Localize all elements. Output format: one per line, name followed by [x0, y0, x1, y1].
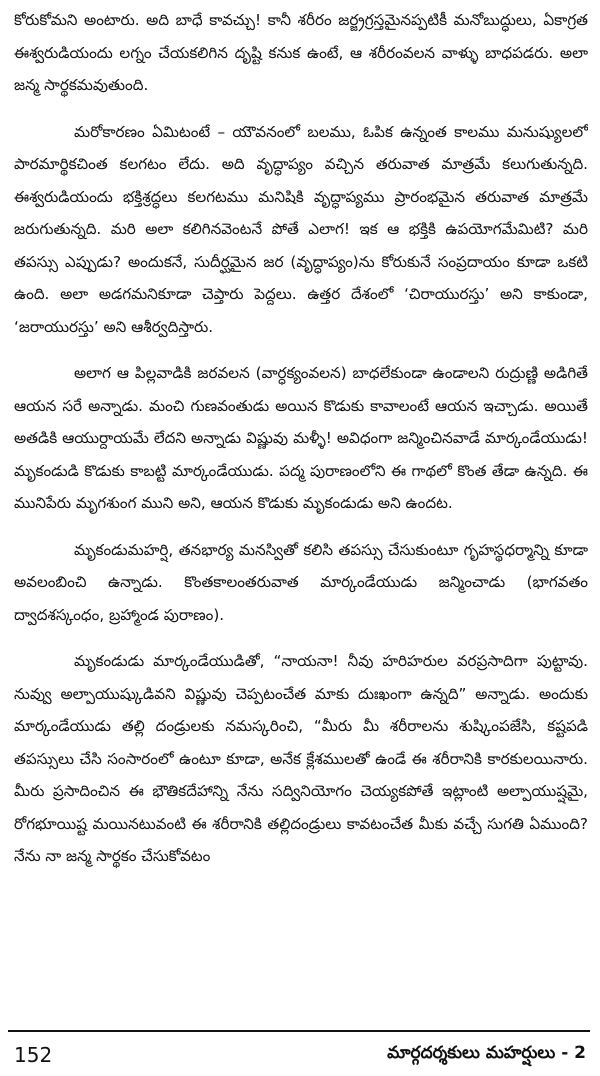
page-footer [14, 1040, 586, 1070]
paragraph-gap [14, 343, 588, 357]
footer-rule [8, 1030, 590, 1032]
paragraph-gap [14, 631, 588, 645]
paragraph-5: మృకండుడు మార్కండేయుడితో, “నాయనా! నీవు హరిహరుల వరప్రసాదిగా పుట్టావు. నువ్వు అల్పాయుష్కుడివని విష్ణువు చెప్పటంచేత మాకు దుఃఖంగా ఉన్నది” అన్నాడు. అందుకు మార్కండేయుడు తల్లి దండ్రులకు నమస్కరించి, “మీరు మీ శరీరాలను శుష్కింపజేసి, కష్టపడి తపస్సులు చేసి సంసారంలో ఉంటూ కూడా, అనేక క్లేశములతో ఉండే ఈ శరీరానికి కారకులయినారు. మీరు ప్రసాదించిన ఈ భౌతికదేహాన్ని నేను సద్వినియోగం చెయ్యకపోతే ఇట్లాంటి అల్పాయుష్షమై, రోగభూయిష్ట మయినటువంటి ఈ శరీరానికి తల్లిదండ్రులు కావటంచేత మీకు వచ్చే సుగతి ఏముంది? నేను నా జన్మ సార్థకం చేసుకోవటం [14, 652, 588, 865]
book-title: మార్గదర్శకులు మహర్షులు - 2 [387, 1043, 586, 1063]
paragraph-4: మృకండుమహర్షి, తనభార్య మనస్వితో కలిసి తపస్సు చేసుకుంటూ గృహస్థధర్మాన్ని కూడా అవలంబించి ఉన్నాడు. కొంతకాలంతరువాత మార్కండేయుడు జన్మించాడు (భాగవతం ద్వాదశస్కంధం, బ్రహ్మాండ పురాణం). [14, 540, 588, 624]
page-number: 152 [14, 1043, 53, 1067]
paragraph-1: కోరుకోమని అంటారు. అది బాధే కావచ్చు! కానీ శరీరం జర్జ్రగ్రస్తమైనప్పటికీ మనోబుద్ధులు, ఏకాగ్రత ఈశ్వరుడియందు లగ్నం చేయకలిగిన దృష్టి కనుక ఉంటే, ఆ శరీరంవలన వాళ్ళు బాధపడరు. అలా జన్మ సార్థకమవుతుంది. [14, 11, 588, 94]
paragraph-3: అలాగ ఆ పిల్లవాడికి జరవలన (వార్ధక్యంవలన) బాధలేకుండా ఉండాలని రుద్రుణ్ణి అడిగితే ఆయన సరే అన్నాడు. మంచి గుణవంతుడు అయిన కొడుకు కావాలంటే ఆయన ఇచ్చాడు. అయితే అతడికి ఆయుర్దాయమే లేదని అన్నాడు విష్ణువు మళ్ళీ! అవిధంగా జన్మించినవాడే మార్కండేయుడు! మృకండుడి కొడుకు కాబట్టి మార్కండేయుడు. పద్మ పురాణంలోని ఈ గాథలో కొంత తేడా ఉన్నది. ఈ మునిపేరు మృగశుంగ ముని అని, ఆయన కొడుకు మృకండుడు అని ఉందట. [14, 364, 588, 512]
page-body [14, 4, 588, 1024]
paragraph-gap [14, 520, 588, 534]
paragraph-gap [14, 102, 588, 116]
paragraph-2: మరోకారణం ఏమిటంటే – యౌవనంలో బలము, ఓపిక ఉన్నంత కాలము మనుష్యులలో పారమార్థికచింత కలగటం లేదు. అది వృద్ధాప్యం వచ్చిన తరువాత మాత్రమే కలుగుతున్నది. ఈశ్వరుడియందు భక్తిశ్రద్ధలు కలగటము మనిషికి వృద్ధాప్యము ప్రారంభమైన తరువాత మాత్రమే జరుగుతున్నది. మరి అలా కలిగినవెంటనే పోతే ఎలాగ! ఇక ఆ భక్తికి ఉపయోగమేమిటి? మరి తపస్సు ఎప్పుడు? అందుకనే, సుదీర్ఘమైన జర (వృద్ధాప్యం)ను కోరుకునే సంప్రదాయం కూడా ఒకటి ఉంది. అలా అడగమనికూడా చెప్తారు పెద్దలు. ఉత్తర దేశంలో ‘చిరాయురస్తు’ అని కాకుండా, ‘జరాయురస్తు’ అని ఆశీర్వదిస్తారు. [14, 122, 588, 336]
